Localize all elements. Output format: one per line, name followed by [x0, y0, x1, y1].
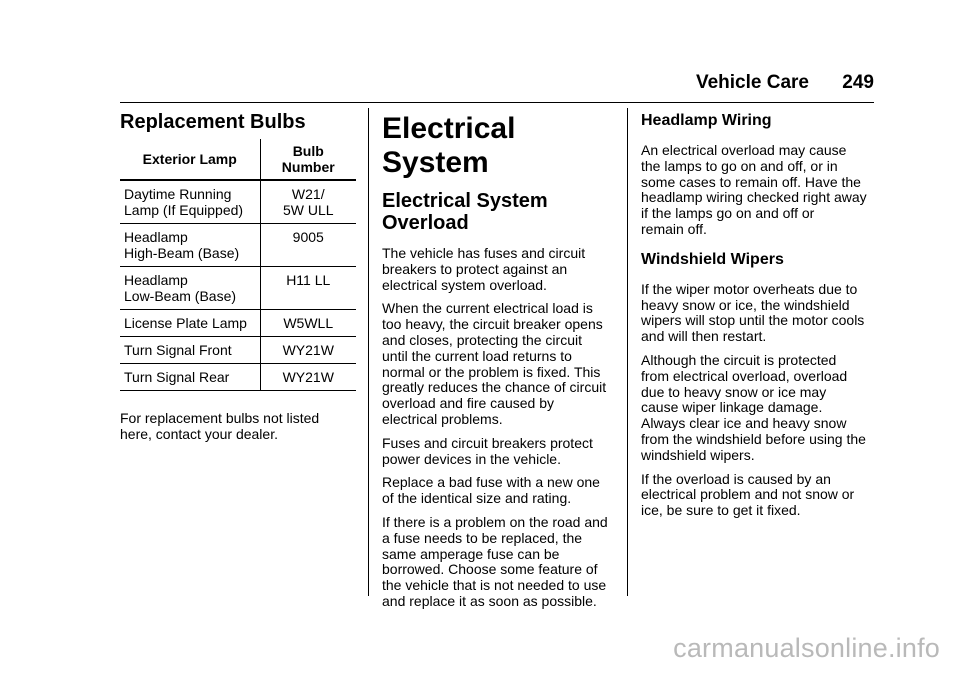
bulb-cell: WY21W: [260, 364, 356, 391]
column-headlamp-wipers: [641, 108, 877, 519]
lamp-cell: [120, 267, 260, 310]
text-line: and closes, protecting the circuit: [382, 331, 582, 348]
text-line: An electrical overload may cause: [641, 142, 847, 158]
text-line: Replace a bad fuse with a new one: [382, 474, 600, 491]
table-row: [120, 267, 356, 310]
header-rule: [120, 102, 874, 103]
text-line: normal or the problem is fixed. This: [382, 363, 601, 380]
lamp-line: Headlamp: [124, 272, 188, 288]
bulb-cell: H11 LL: [260, 267, 356, 310]
text-line: The vehicle has fuses and circuit: [382, 245, 586, 261]
paragraph: [641, 143, 877, 238]
text-line: breakers to protect against an: [382, 260, 568, 277]
table-row: [120, 310, 356, 337]
page-number: 249: [842, 72, 874, 93]
text-line: wipers will stop until the motor cools: [641, 312, 865, 329]
col-header-bulb-line-1: Bulb: [292, 143, 324, 159]
paragraph: [641, 353, 877, 464]
text-line: Fuses and circuit breakers protect: [382, 434, 593, 451]
col-header-bulb-number: [260, 139, 356, 180]
watermark: carmanualsonline.info: [673, 633, 940, 663]
col-header-exterior-lamp: Exterior Lamp: [120, 139, 260, 180]
col-header-bulb-line-2: Number: [281, 159, 335, 175]
table-row: [120, 180, 356, 224]
text-line: from the windshield before using the: [641, 430, 866, 447]
text-line: electrical problem and not snow or: [641, 486, 855, 503]
text-line: of the identical size and rating.: [382, 490, 572, 507]
lamp-line: Daytime Running: [124, 186, 232, 202]
text-line: greatly reduces the chance of circuit: [382, 379, 607, 396]
text-line: the lamps to go on and off, or in: [641, 157, 838, 174]
lamp-line: Lamp (If Equipped): [124, 202, 244, 218]
bulb-cell: 9005: [260, 224, 356, 267]
table-header-row: [120, 139, 356, 180]
text-line: If there is a problem on the road and: [382, 513, 608, 530]
lamp-cell: Turn Signal Front: [120, 337, 260, 364]
lamp-cell: [120, 224, 260, 267]
text-line: headlamp wiring checked right away: [641, 189, 867, 206]
text-line: remain off.: [641, 220, 707, 237]
text-line: the vehicle that is not needed to use: [382, 577, 607, 594]
text-line: and will then restart.: [641, 328, 767, 345]
electrical-system-title: Electrical System: [382, 112, 516, 179]
lamp-line: Headlamp: [124, 229, 188, 245]
text-line: If the overload is caused by an: [641, 470, 831, 487]
table-row: [120, 224, 356, 267]
lamp-cell: Turn Signal Rear: [120, 364, 260, 391]
bulb-cell: WY21W: [260, 337, 356, 364]
text-line: ice, be sure to get it fixed.: [641, 502, 801, 519]
lamp-line: High-Beam (Base): [124, 245, 240, 261]
heading-line: Overload: [382, 212, 469, 234]
text-line: too heavy, the circuit breaker opens: [382, 316, 603, 333]
heading-line: Electrical System: [382, 190, 548, 212]
column-divider-2: [627, 108, 628, 596]
text-line: same amperage fuse can be: [382, 545, 560, 562]
paragraph: [382, 515, 618, 610]
replacement-bulbs-heading: Replacement Bulbs: [120, 111, 306, 133]
text-line: electrical problems.: [382, 410, 503, 427]
text-line: here, contact your dealer.: [120, 425, 278, 442]
windshield-wipers-heading: Windshield Wipers: [641, 250, 784, 268]
bulb-cell: [260, 180, 356, 224]
running-head: [696, 72, 874, 94]
text-line: Although the circuit is protected: [641, 351, 837, 368]
bulb-line: 5W ULL: [282, 202, 334, 218]
replacement-bulbs-table: [120, 139, 356, 391]
bulb-cell: W5WLL: [260, 310, 356, 337]
text-line: some cases to remain off. Have the: [641, 173, 861, 190]
paragraph: [641, 472, 877, 519]
text-line: heavy snow or ice, the windshield: [641, 296, 850, 313]
headlamp-wiring-heading: Headlamp Wiring: [641, 112, 772, 129]
text-line: windshield wipers.: [641, 446, 755, 463]
column-electrical-system: [382, 108, 618, 610]
text-line: When the current electrical load is: [382, 300, 593, 317]
lamp-cell: [120, 180, 260, 224]
text-line: until the current load returns to: [382, 347, 572, 364]
section-title: Vehicle Care: [695, 72, 810, 93]
table-row: [120, 364, 356, 391]
paragraph: [382, 436, 618, 468]
paragraph: [641, 282, 877, 345]
paragraph: [382, 475, 618, 507]
table-row: [120, 337, 356, 364]
text-line: Always clear ice and heavy snow: [641, 415, 847, 432]
text-line: a fuse needs to be replaced, the: [382, 529, 583, 546]
dealer-note: [120, 411, 356, 443]
lamp-cell: License Plate Lamp: [120, 310, 260, 337]
lamp-line: Low-Beam (Base): [124, 288, 237, 304]
column-divider-1: [368, 108, 369, 596]
text-line: power devices in the vehicle.: [382, 450, 561, 467]
text-line: due to heavy snow or ice may: [641, 383, 827, 400]
paragraph: [382, 246, 618, 293]
text-line: overload and fire caused by: [382, 395, 554, 412]
text-line: borrowed. Choose some feature of: [382, 561, 598, 578]
text-line: For replacement bulbs not listed: [120, 410, 320, 426]
text-line: and replace it as soon as possible.: [382, 592, 597, 609]
text-line: from electrical overload, overload: [641, 367, 848, 384]
text-line: if the lamps go on and off or: [641, 205, 815, 222]
text-line: cause wiper linkage damage.: [641, 399, 823, 416]
overload-heading: [382, 190, 618, 234]
paragraph: [382, 301, 618, 427]
text-line: If the wiper motor overheats due to: [641, 280, 858, 297]
column-replacement-bulbs: [120, 108, 356, 443]
bulb-line: W21/: [291, 186, 325, 202]
text-line: electrical system overload.: [382, 276, 547, 293]
